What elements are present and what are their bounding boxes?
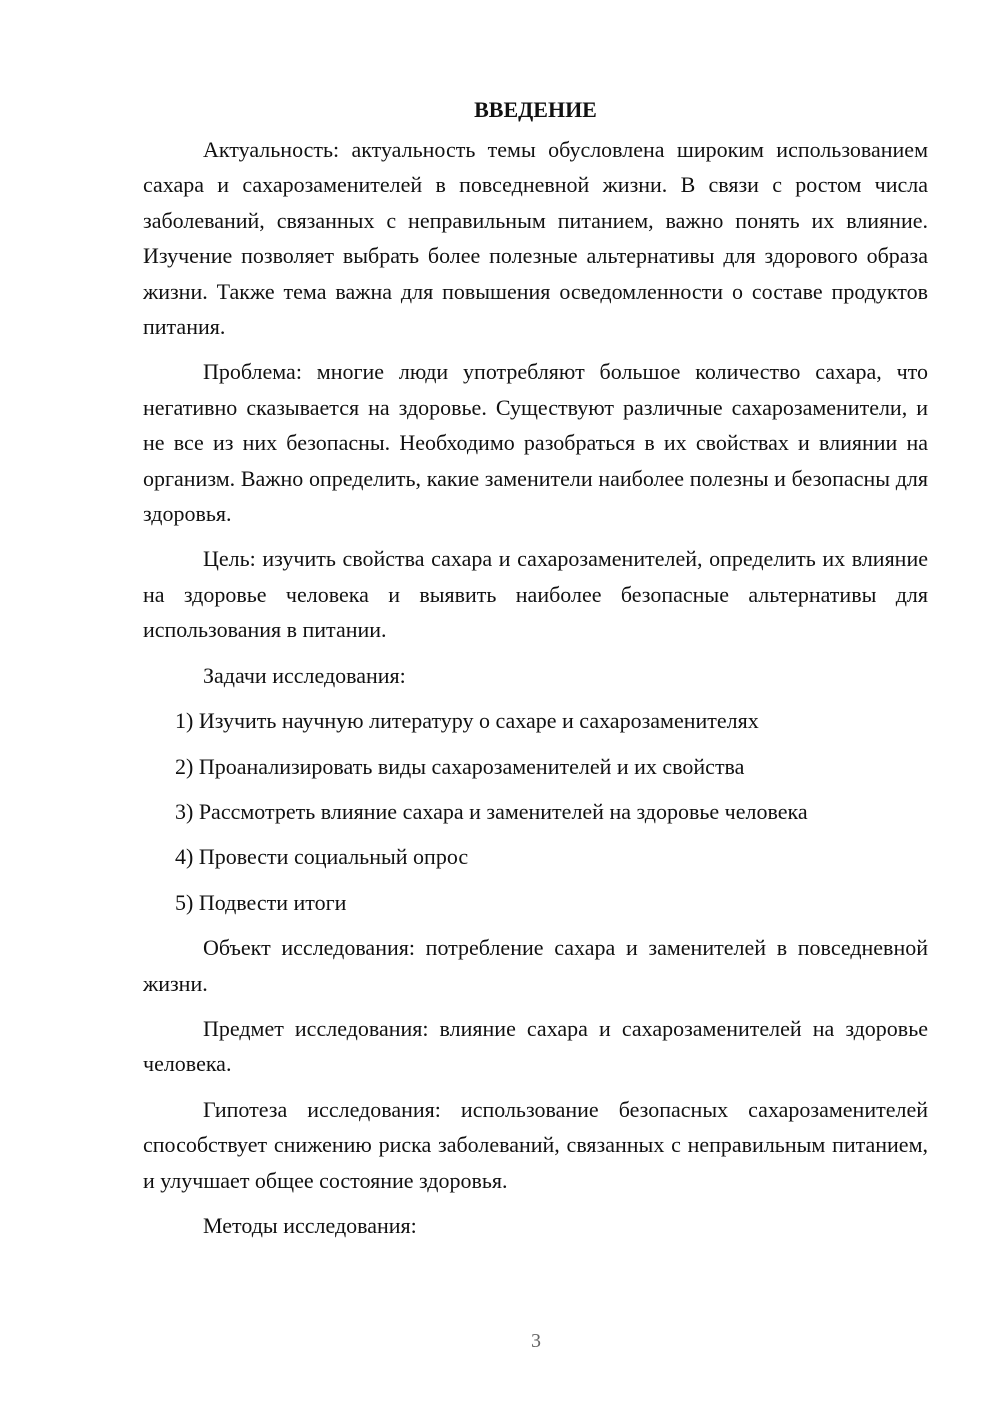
- task-item: 2) Проанализировать виды сахарозаменителей и их свойства: [175, 753, 745, 779]
- paragraph-problem: Проблема: многие люди употребляют большое количество сахара, что негативно сказывается на здоровье. Существуют различные сахарозаменители, и не все из них безопасны. Необходимо разобраться в их свойствах и влиянии на организм. Важно определить, какие заменители наиболее полезны и безопасны для здоровья.: [143, 359, 928, 527]
- page-title: ВВЕДЕНИЕ: [474, 97, 597, 122]
- page-content: [143, 92, 928, 1253]
- task-item: 5) Подвести итоги: [175, 889, 347, 915]
- page-number: 3: [531, 1330, 541, 1352]
- tasks-label: Задачи исследования:: [203, 662, 406, 688]
- paragraph-hypothesis: Гипотеза исследования: использование безопасных сахарозаменителей способствует снижению риска заболеваний, связанных с неправильным питанием, и улучшает общее состояние здоровья.: [143, 1096, 928, 1193]
- task-item: 3) Рассмотреть влияние сахара и заменителей на здоровье человека: [175, 798, 808, 824]
- paragraph-goal: Цель: изучить свойства сахара и сахарозаменителей, определить их влияние на здоровье человека и выявить наиболее безопасные альтернативы для использования в питании.: [143, 546, 928, 643]
- paragraph-subject: Предмет исследования: влияние сахара и сахарозаменителей на здоровье человека.: [143, 1015, 928, 1077]
- paragraph-relevance: Актуальность: актуальность темы обусловлена широким использованием сахара и сахарозаменителей в повседневной жизни. В связи с ростом числа заболеваний, связанных с неправильным питанием, важно понять их влияние. Изучение позволяет выбрать более полезные альтернативы для здорового образа жизни. Также тема важна для повышения осведомленности о составе продуктов питания.: [143, 137, 928, 340]
- task-item: 1) Изучить научную литературу о сахаре и сахарозаменителях: [175, 708, 759, 734]
- tasks-list: [143, 703, 928, 920]
- task-item: 4) Провести социальный опрос: [175, 844, 469, 870]
- methods-label: Методы исследования:: [203, 1212, 417, 1238]
- paragraph-object: Объект исследования: потребление сахара и заменителей в повседневной жизни.: [143, 935, 928, 996]
